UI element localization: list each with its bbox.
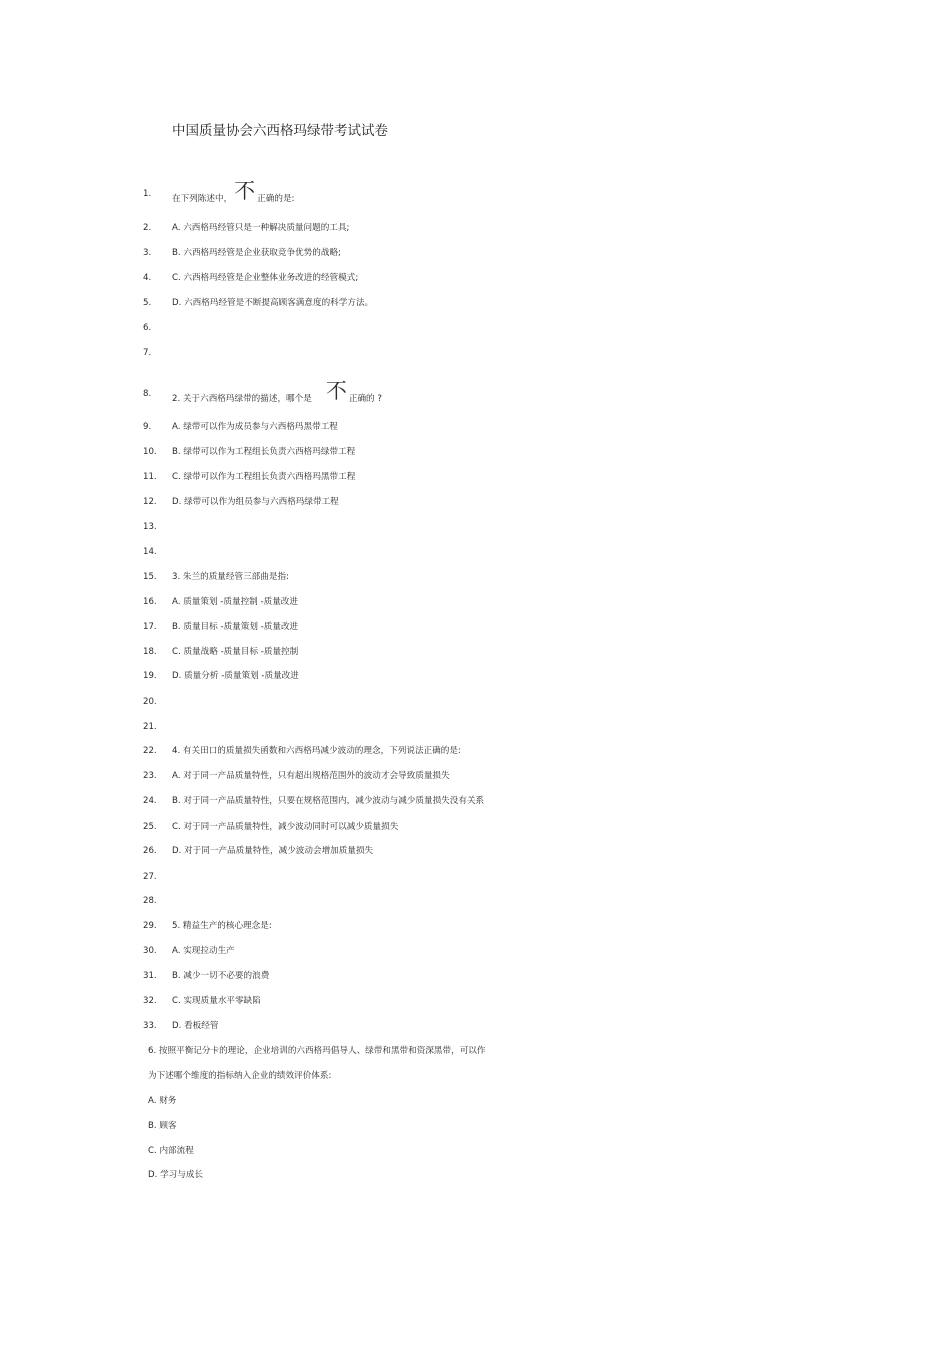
line-text: B. 六西格玛经管是企业获取竞争优势的战略; xyxy=(172,248,341,258)
line-text: D. 质量分析 -质量策划 -质量改进 xyxy=(172,671,299,681)
line-number: 10. xyxy=(143,447,157,457)
line-number: 11. xyxy=(143,472,157,482)
question-text xyxy=(172,379,382,408)
line-text: C. 六西格玛经管是企业整体业务改进的经管模式; xyxy=(172,273,359,283)
line-number: 31. xyxy=(143,971,157,981)
line-number: 30. xyxy=(143,946,157,956)
line-text: D. 对于同一产品质量特性，减少波动会增加质量损失 xyxy=(172,846,374,856)
line-text: A. 质量策划 -质量控制 -质量改进 xyxy=(172,597,298,607)
line-text: 5. 精益生产的核心理念是: xyxy=(172,921,272,931)
line-number: 29. xyxy=(143,921,157,931)
line-text: C. 绿带可以作为工程组长负责六西格玛黑带工程 xyxy=(172,472,356,482)
line-number: 4. xyxy=(143,273,152,283)
question-6-line-1: 6. 按照平衡记分卡的理论，企业培训的六西格玛倡导人、绿带和黑带和资深黑带，可以作 xyxy=(148,1046,486,1056)
line-number: 3. xyxy=(143,248,152,258)
line-text: D. 六西格玛经管是不断提高顾客满意度的科学方法。 xyxy=(172,298,374,308)
question-stem: 在下列陈述中， xyxy=(172,194,233,204)
line-number: 28. xyxy=(143,896,157,906)
question-6-option-c: C. 内部流程 xyxy=(148,1146,194,1156)
line-text: B. 质量目标 -质量策划 -质量改进 xyxy=(172,622,299,632)
question-6-option-b: B. 顾客 xyxy=(148,1121,177,1131)
line-number: 20. xyxy=(143,697,157,707)
question-stem: 2. 关于六西格玛绿带的描述，哪个是 xyxy=(172,394,312,404)
line-number: 21. xyxy=(143,722,157,732)
line-number: 6. xyxy=(143,323,152,333)
line-text: B. 减少一切不必要的浪费 xyxy=(172,971,270,981)
question-6-option-d: D. 学习与成长 xyxy=(148,1170,204,1180)
line-number: 15. xyxy=(143,572,157,582)
line-text: 4. 有关田口的质量损失函数和六西格玛减少波动的理念，下列说法正确的是: xyxy=(172,746,461,756)
line-number: 23. xyxy=(143,771,157,781)
line-number: 18. xyxy=(143,647,157,657)
emphasis-not: 不 xyxy=(325,379,347,403)
line-number: 2. xyxy=(143,223,152,233)
line-text: C. 对于同一产品质量特性，减少波动同时可以减少质量损失 xyxy=(172,822,399,832)
line-number: 17. xyxy=(143,622,157,632)
line-number: 24. xyxy=(143,796,157,806)
line-text: C. 实现质量水平零缺陷 xyxy=(172,996,261,1006)
line-text: A. 对于同一产品质量特性，只有超出规格范围外的波动才会导致质量损失 xyxy=(172,771,450,781)
document-title: 中国质量协会六西格玛绿带考试试卷 xyxy=(172,123,388,139)
line-number: 19. xyxy=(143,671,157,681)
question-text xyxy=(172,179,295,208)
line-text: A. 六西格玛经管只是一种解决质量问题的工具; xyxy=(172,223,350,233)
line-text: C. 质量战略 -质量目标 -质量控制 xyxy=(172,647,299,657)
line-number: 26. xyxy=(143,846,157,856)
line-text: A. 实现拉动生产 xyxy=(172,946,235,956)
line-number: 25. xyxy=(143,822,157,832)
line-number: 27. xyxy=(143,872,157,882)
question-stem-end: 正确的是: xyxy=(257,194,295,204)
line-number: 5. xyxy=(143,298,152,308)
question-6-option-a: A. 财务 xyxy=(148,1096,177,1106)
line-text: A. 绿带可以作为成员参与六西格玛黑带工程 xyxy=(172,422,338,432)
line-number: 1. xyxy=(143,189,152,199)
line-number: 22. xyxy=(143,746,157,756)
line-number: 8. xyxy=(143,389,152,399)
emphasis-not: 不 xyxy=(234,179,256,203)
line-number: 9. xyxy=(143,422,152,432)
line-number: 16. xyxy=(143,597,157,607)
line-number: 7. xyxy=(143,348,152,358)
question-stem-end: 正确的 ? xyxy=(348,394,382,404)
line-number: 32. xyxy=(143,996,157,1006)
line-text: B. 绿带可以作为工程组长负责六西格玛绿带工程 xyxy=(172,447,356,457)
line-text: 3. 朱兰的质量经管三部曲是指: xyxy=(172,572,289,582)
question-6-line-2: 为下述哪个维度的指标纳入企业的绩效评价体系: xyxy=(148,1071,332,1081)
line-text: B. 对于同一产品质量特性，只要在规格范围内，减少波动与减少质量损失没有关系 xyxy=(172,796,485,806)
line-number: 12. xyxy=(143,497,157,507)
line-text: D. 看板经管 xyxy=(172,1021,219,1031)
line-text: D. 绿带可以作为组员参与六西格玛绿带工程 xyxy=(172,497,339,507)
line-number: 33. xyxy=(143,1021,157,1031)
line-number: 13. xyxy=(143,522,157,532)
line-number: 14. xyxy=(143,547,157,557)
